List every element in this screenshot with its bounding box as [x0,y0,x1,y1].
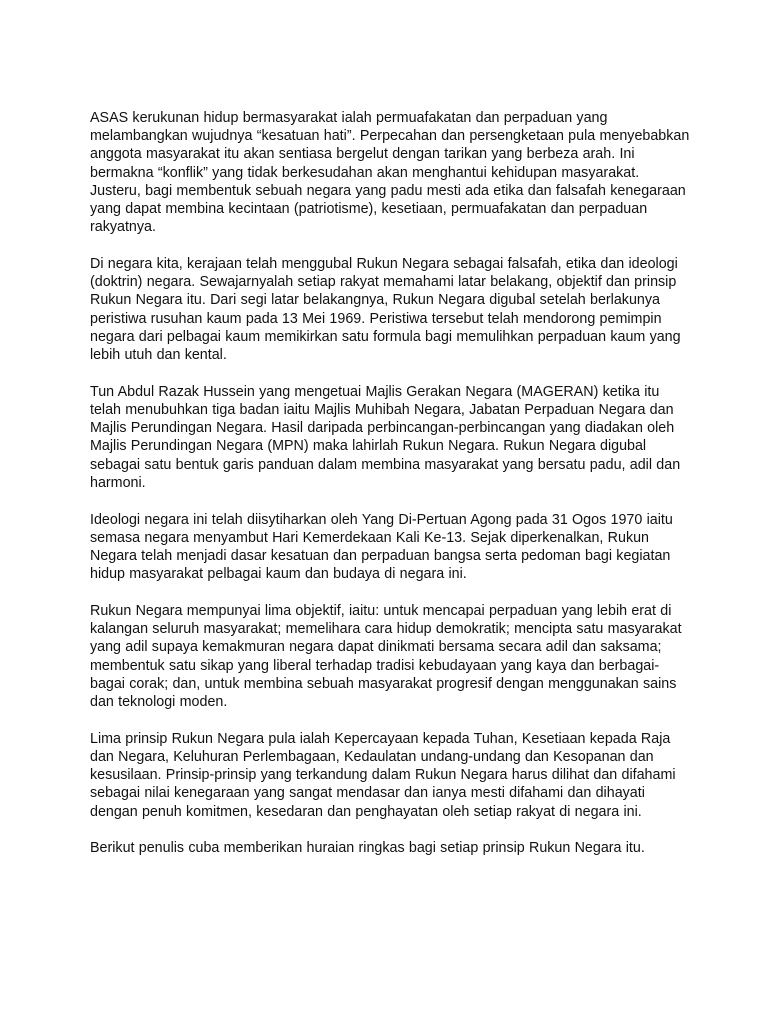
document-body [90,109,690,876]
paragraph-2: Di negara kita, kerajaan telah menggubal Rukun Negara sebagai falsafah, etika dan ideologi (doktrin) negara. Sewajarnyalah setiap rakyat memahami latar belakang, objektif dan prinsip Rukun Negara itu. Dari segi latar belakangnya, Rukun Negara digubal setelah berlakunya peristiwa rusuhan kaum pada 13 Mei 1969. Peristiwa tersebut telah mendorong pemimpin negara dari pelbagai kaum memikirkan satu formula bagi memulihkan perpaduan kaum yang lebih utuh dan kental. [90,256,681,364]
paragraph-6: Lima prinsip Rukun Negara pula ialah Kepercayaan kepada Tuhan, Kesetiaan kepada Raja dan Negara, Keluhuran Perlembagaan, Kedaulatan undang-undang dan Kesopanan dan kesusilaan. Prinsip-prinsip yang terkandung dalam Rukun Negara harus dilihat dan difahami sebagai nilai kenegaraan yang sangat mendasar dan ianya mesti difahami dan dihayati dengan penuh komitmen, kesedaran dan penghayatan oleh setiap rakyat di negara ini. [90,730,676,820]
paragraph-3: Tun Abdul Razak Hussein yang mengetuai Majlis Gerakan Negara (MAGERAN) ketika itu telah menubuhkan tiga badan iaitu Majlis Muhibah Negara, Jabatan Perpaduan Negara dan Majlis Perundingan Negara. Hasil daripada perbincangan-perbincangan yang diadakan oleh Majlis Perundingan Negara (MPN) maka lahirlah Rukun Negara. Rukun Negara digubal sebagai satu bentuk garis panduan dalam membina masyarakat yang bersatu padu, adil dan harmoni. [90,383,681,491]
paragraph-5: Rukun Negara mempunyai lima objektif, iaitu: untuk mencapai perpaduan yang lebih erat di kalangan seluruh masyarakat; memelihara cara hidup demokratik; mencipta satu masyarakat yang adil supaya kemakmuran negara dapat dinikmati bersama secara adil dan saksama; membentuk satu sikap yang liberal terhadap tradisi kebudayaan yang kaya dan berbagai-bagai corak; dan, untuk membina sebuah masyarakat progresif dengan menggunakan sains dan teknologi moden. [90,603,682,711]
paragraph-1: ASAS kerukunan hidup bermasyarakat ialah permuafakatan dan perpaduan yang melambangkan wujudnya “kesatuan hati”. Perpecahan dan persengketaan pula menyebabkan anggota masyarakat itu akan sentiasa bergelut dengan tarikan yang berbeza arah. Ini bermakna “konflik” yang tidak berkesudahan akan menghantui kehidupan masyarakat. Justeru, bagi membentuk sebuah negara yang padu mesti ada etika dan falsafah kenegaraan yang dapat membina kecintaan (patriotisme), kesetiaan, permuafakatan dan perpaduan rakyatnya. [90,110,690,236]
paragraph-7: Berikut penulis cuba memberikan huraian ringkas bagi setiap prinsip Rukun Negara itu. [90,840,645,857]
paragraph-4: Ideologi negara ini telah diisytiharkan oleh Yang Di-Pertuan Agong pada 31 Ogos 1970 iaitu semasa negara menyambut Hari Kemerdekaan Kali Ke-13. Sejak diperkenalkan, Rukun Negara telah menjadi dasar kesatuan dan perpaduan bangsa serta pedoman bagi kegiatan hidup masyarakat pelbagai kaum dan budaya di negara ini. [90,511,673,583]
